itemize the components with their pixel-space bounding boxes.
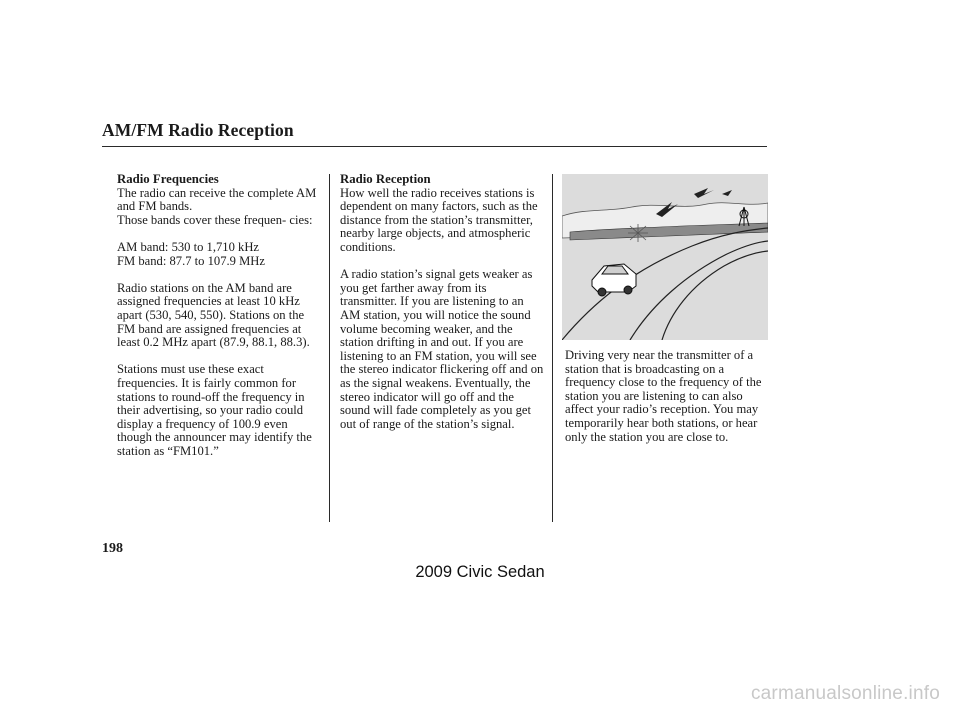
frequencies-paragraph-5: Stations must use these exact frequencies. It is fairly common for stations to round-off the frequency in their advertising, so your radio could display a frequency of 100.9 even though the announcer may identify the station as “FM101.” — [117, 362, 312, 458]
reception-paragraph-2: A radio station’s signal gets weaker as you get farther away from its transmitter. If you are listening to an AM station, you will notice the sound volume becoming weaker, and the station drifting in and out. If you are listening to an FM station, you will see the stereo indicator flickering off and on as the signal weakens. Eventually, the stereo indicator will go off and the sound will fade completely as you get out of range of the station’s signal. — [340, 267, 544, 431]
radio-reception-illustration — [562, 174, 768, 340]
frequencies-paragraph-1: The radio can receive the complete AM and FM bands. — [117, 185, 317, 214]
section-title: AM/FM Radio Reception — [102, 120, 294, 140]
frequencies-paragraph-4: Radio stations on the AM band are assigned frequencies at least 10 kHz apart (530, 540, 550). Stations on the FM band are assigned frequencies at least 0.2 MHz apart (87.9, 88.1, 88.3). — [117, 280, 310, 350]
column-divider-right — [552, 174, 553, 522]
car-drawing — [592, 264, 636, 296]
frequencies-paragraph-2: Those bands cover these frequen- cies: — [117, 212, 313, 227]
column-reception-continued — [565, 349, 771, 458]
column-divider-left — [329, 174, 330, 522]
transmitter-car-drawing — [562, 174, 768, 340]
signal-sparkle — [628, 224, 648, 242]
column-radio-frequencies — [117, 173, 323, 472]
radio-frequencies-heading: Radio Frequencies — [117, 172, 219, 186]
reception-paragraph-1: How well the radio receives stations is dependent on many factors, such as the distance from the station’s transmitter, nearby large objects, and atmospheric conditions. — [340, 185, 538, 254]
header-rule — [102, 146, 767, 147]
footer-model-name: 2009 Civic Sedan — [415, 563, 545, 581]
column-radio-reception — [340, 173, 545, 445]
radio-reception-heading: Radio Reception — [340, 172, 431, 186]
page-number: 198 — [102, 541, 123, 556]
fm-band-range: FM band: 87.7 to 107.9 MHz — [117, 253, 265, 268]
interference-paragraph: Driving very near the transmitter of a station that is broadcasting on a frequency close to the frequency of the station you are listening to can also affect your radio’s reception. You may temporarily hear both stations, or hear only the station you are close to. — [565, 348, 762, 444]
watermark: carmanualsonline.info — [750, 683, 940, 704]
am-band-range: AM band: 530 to 1,710 kHz — [117, 239, 260, 254]
